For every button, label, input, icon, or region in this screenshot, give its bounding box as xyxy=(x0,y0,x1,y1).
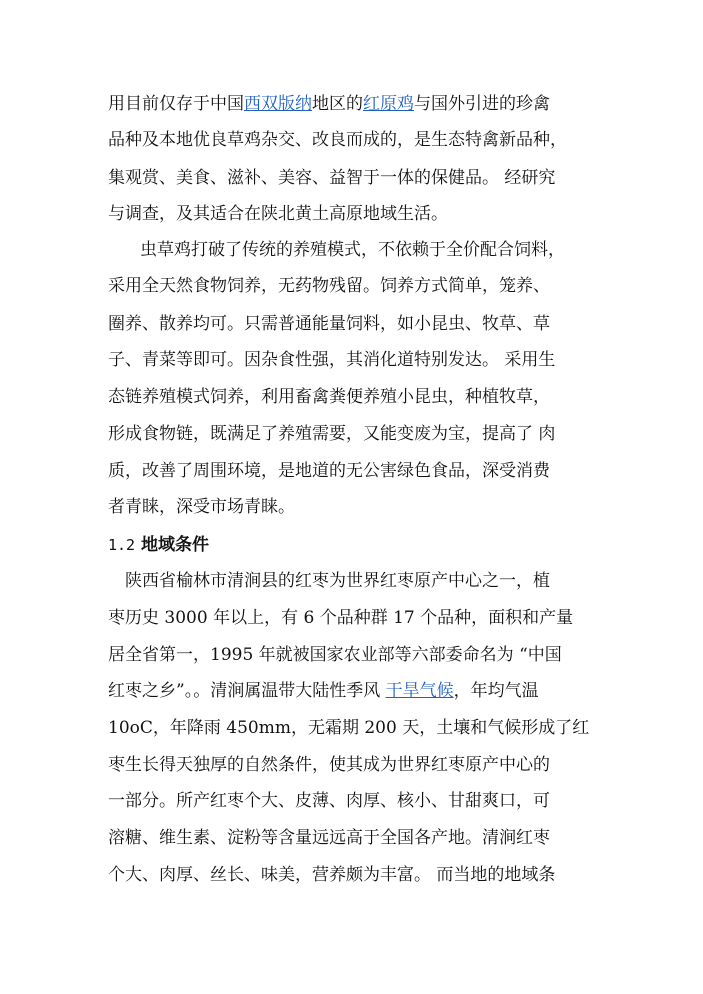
text-run: 地区的 xyxy=(312,94,363,114)
paragraph-line: 居全省第一，1995 年就被国家农业部等六部委命名为 “中国 xyxy=(108,645,562,665)
paragraph-line: 集观赏、美食、滋补、美容、益智于一体的保健品。 经研究 xyxy=(108,168,556,188)
link-xishuangbanna[interactable]: 西双版纳 xyxy=(244,94,312,114)
link-arid-climate[interactable]: 干旱气候 xyxy=(385,681,454,701)
section-number: 1.2 xyxy=(108,536,136,554)
paragraph-line: 子、青菜等即可。因杂食性强，其消化道特别发达。 采用生 xyxy=(108,350,556,370)
paragraph-line: 个大、肉厚、丝长、味美，营养颇为丰富。 而当地的地域条 xyxy=(108,865,556,885)
paragraph-line xyxy=(108,93,550,115)
paragraph-line xyxy=(108,680,539,702)
text-run: ，年均气温 xyxy=(453,681,539,701)
section-heading xyxy=(108,534,209,556)
section-title: 地域条件 xyxy=(141,535,210,555)
link-red-junglefowl[interactable]: 红原鸡 xyxy=(363,94,414,114)
paragraph-line: 圈养、散养均可。只需普通能量饲料，如小昆虫、牧草、草 xyxy=(108,314,550,334)
paragraph-line: 态链养殖模式饲养，利用畜禽粪便养殖小昆虫，种植牧草， xyxy=(108,387,550,407)
text-run: 与国外引进的珍禽 xyxy=(414,94,550,114)
paragraph-line: 质，改善了周围环境，是地道的无公害绿色食品，深受消费 xyxy=(108,461,550,481)
paragraph-line: 10oC，年降雨 450mm，无霜期 200 天，土壤和气候形成了红 xyxy=(108,718,590,738)
text-run: 用目前仅存于中国 xyxy=(108,94,244,114)
paragraph-line: 陕西省榆林市清涧县的红枣为世界红枣原产中心之一，植 xyxy=(125,571,550,591)
paragraph-line: 虫草鸡打破了传统的养殖模式，不依赖于全价配合饲料， xyxy=(140,240,565,260)
paragraph-line: 品种及本地优良草鸡杂交、改良而成的，是生态特禽新品种， xyxy=(108,130,567,150)
paragraph-line: 采用全天然食物饲养，无药物残留。饲养方式简单，笼养、 xyxy=(108,276,550,296)
text-run: 红枣之乡”。。清涧属温带大陆性季风 xyxy=(108,681,386,701)
paragraph-line: 者青睐，深受市场青睐。 xyxy=(108,497,295,517)
paragraph-line: 形成食物链，既满足了养殖需要，又能变废为宝，提高了 肉 xyxy=(108,424,556,444)
paragraph-line: 一部分。所产红枣个大、皮薄、肉厚、核小、甘甜爽口，可 xyxy=(108,791,550,811)
paragraph-line: 枣历史 3000 年以上，有 6 个品种群 17 个品种，面积和产量 xyxy=(108,608,574,628)
paragraph-line: 枣生长得天独厚的自然条件，使其成为世界红枣原产中心的 xyxy=(108,755,550,775)
paragraph-line: 溶糖、维生素、淀粉等含量远远高于全国各产地。清涧红枣 xyxy=(108,828,550,848)
paragraph-line: 与调查，及其适合在陕北黄土高原地域生活。 xyxy=(108,204,448,224)
